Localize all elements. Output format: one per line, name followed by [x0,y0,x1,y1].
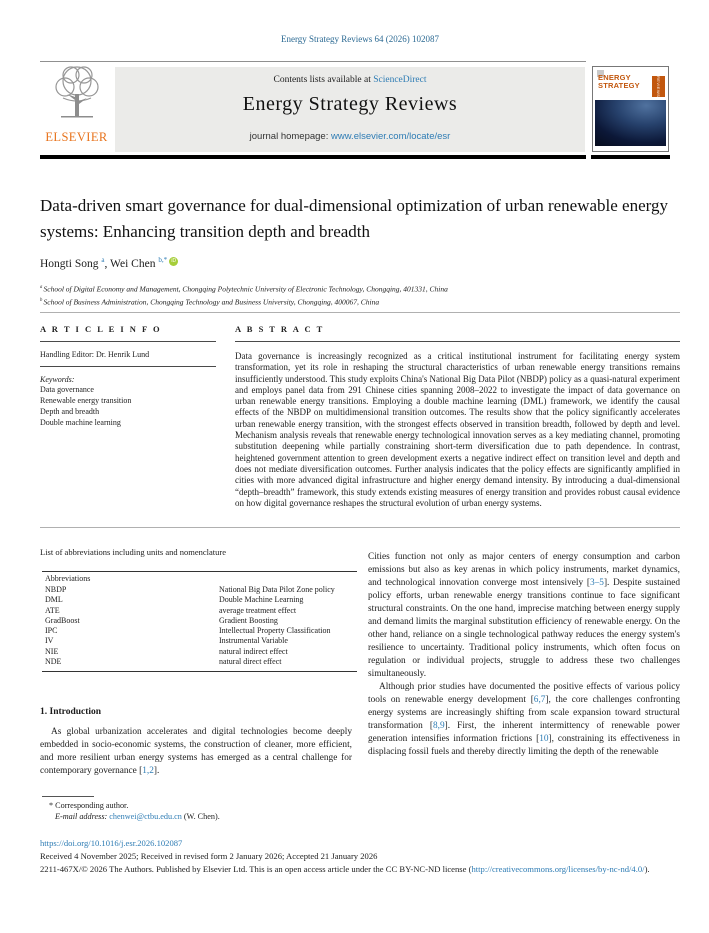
corresponding-author-note: * Corresponding author. [49,801,129,810]
table-row: IV Instrumental Variable [45,636,288,646]
divider [40,341,216,342]
journal-title: Energy Strategy Reviews [242,93,458,115]
journal-cover-thumbnail[interactable] [592,66,669,152]
abstract-heading: A B S T R A C T [235,324,325,334]
elsevier-wordmark: ELSEVIER [45,130,108,144]
abbreviations-table [42,571,357,672]
abbreviations-section-title: List of abbreviations including units and nomenclature [40,547,227,557]
keyword: Renewable energy transition [40,396,132,405]
elsevier-tree-logo-icon [49,111,105,128]
footnote-divider [42,796,94,797]
copyright-license: 2211-467X/© 2026 The Authors. Published by Elsevier Ltd. This is an open access article under the CC BY-NC-ND license (http://creativecommons.org/licenses/by-nc-nd/4.0/). [40,864,650,874]
introduction-right-column [368,551,680,759]
journal-masthead [115,67,585,152]
article-info-column [40,324,216,428]
divider-thick [591,155,670,159]
homepage-line [115,131,585,142]
divider-thick [40,155,586,159]
divider [235,341,680,342]
doi-link[interactable]: https://doi.org/10.1016/j.esr.2026.102087 [40,838,183,848]
orcid-icon[interactable] [169,257,178,266]
homepage-url-link[interactable]: www.elsevier.com/locate/esr [331,131,451,142]
introduction-heading: 1. Introduction [40,707,102,717]
divider [40,527,680,528]
cover-earth-image [595,100,666,146]
contents-prefix: Contents lists available at [273,75,374,85]
email-address-note: E-mail address: chenwei@ctbu.edu.cn (W. Chen). [55,812,220,821]
table-row: DML Double Machine Learning [45,595,304,605]
divider [40,312,680,313]
author-line [40,256,178,270]
abbreviations-table-header: Abbreviations [45,574,91,583]
table-row: ATE average treatment effect [45,605,297,615]
handling-editor: Handling Editor: Dr. Henrik Lund [40,350,150,359]
author-names: Hongti Song $^a$, Wei Chen $^{b,*}$ [40,256,168,270]
affiliation-a: $^a$ School of Digital Economy and Management, Chongqing Polytechnic University of Electronic Technology, Chongqing, 401331, China [40,284,448,294]
keyword: Data governance [40,385,94,394]
cover-title: ENERGY STRATEGY [598,73,640,91]
table-row: NIE natural indirect effect [45,646,288,656]
divider [42,671,357,672]
journal-citation-header: Energy Strategy Reviews 64 (2026) 102087 [280,34,440,44]
paragraph: Although prior studies have documented the positive effects of various policy tools on renewable energy development [6,7], the core challenges confronting energy systems are increasingly shifting from scale expansion toward structural transformation [8,9]. First, the inherent intermittency of renewable power generation intensifies information frictions [10], constraining its effectiveness in displacing fossil fuels and thereby directly limiting the depth of the renewable [368,682,681,757]
article-info-heading: A R T I C L E I N F O [40,324,162,334]
article-title: Data-driven smart governance for dual-dimensional optimization of urban renewable energy systems: Enhancing transition depth and breadth [40,196,668,241]
received-dates: Received 4 November 2025; Received in revised form 2 January 2026; Accepted 21 January 2026 [40,851,378,861]
table-row: NDE natural direct effect [45,657,282,667]
abstract-column [235,324,680,509]
affiliations [40,282,448,307]
homepage-label: journal homepage: [249,131,331,142]
contents-line [115,67,585,85]
divider [40,366,216,367]
paragraph: Cities function not only as major centers of energy consumption and carbon emissions but also as key arenas in which policy instruments, market dynamics, and technological innovation converge most intensively [3–5]. Despite sustained policy efforts, urban renewable energy transitions continue to face significant structural constraints. On the one hand, imprecise matching between energy supply and demand limits the marginal substitution efficiency of renewable energy. On the other hand, reliance on a single technological pathway reduces the energy system's resilience to uncertainty. Traditional policy instruments, which often focus on regulation or individual projects, struggle to address these two challenges simultaneously. [368,552,680,679]
abstract-text: Data governance is increasingly recognized as a critical institutional instrument for facilitating energy system transformation, yet its role in reshaping the structural characteristics of urban renewable energy transitions remains insufficiently understood. This study exploits China's National Big Data Pilot (NBDP) policy as a quasi-natural experiment and employs panel data from 291 Chinese cities spanning 2008–2022 to investigate the impact of data governance on urban renewable energy transitions. Employing a double machine learning (DML) framework, we identify the causal effects of the NBDP on multidimensional transition outcomes. The results show that the policy significantly accelerates urban renewable energy transition, with the strongest effects observed in transition breadth, followed by depth and level. Mechanism analysis reveals that renewable energy technological innovation serves as a key mediating channel, promoting substitution deepening while partially constraining short-term diversification due to path dependence. In contrast, heightened government attention to green development exerts a negative indirect effect on transition level and depth and does not mediate diversification outcomes. Further analysis indicates that the policy effects are significantly amplified in cities with more advanced digital infrastructure and higher energy demand intensity. By introducing a dual-dimensional “depth–breadth” framework, this study extends existing measures of energy transition and provides robust causal evidence on how digital governance reshapes the structural evolution of urban energy systems. [235,351,680,508]
keywords-label: Keywords: [40,375,75,384]
cover-header [593,67,668,100]
sciencedirect-link[interactable]: ScienceDirect [373,75,427,85]
keyword: Depth and breadth [40,407,100,416]
affiliation-b: $^b$ School of Business Administration, Chongqing Technology and Business University, Chongqing, 400067, China [40,297,380,306]
elsevier-logo [40,64,113,153]
introduction-left-paragraph: As global urbanization accelerates and digital technologies become deeply embedded in socio-economic systems, the construction of cleaner, more efficient, and more resilient urban energy systems has emerged as a central challenge for contemporary governance [1,2]. [40,727,352,776]
table-row: NBDP National Big Data Pilot Zone policy [45,585,335,594]
table-row: IPC Intellectual Property Classification [45,626,331,636]
cover-spine-label: REVIEWS [652,76,665,97]
table-row: GradBoost Gradient Boosting [45,615,278,625]
divider [40,61,586,62]
keyword: Double machine learning [40,418,121,427]
